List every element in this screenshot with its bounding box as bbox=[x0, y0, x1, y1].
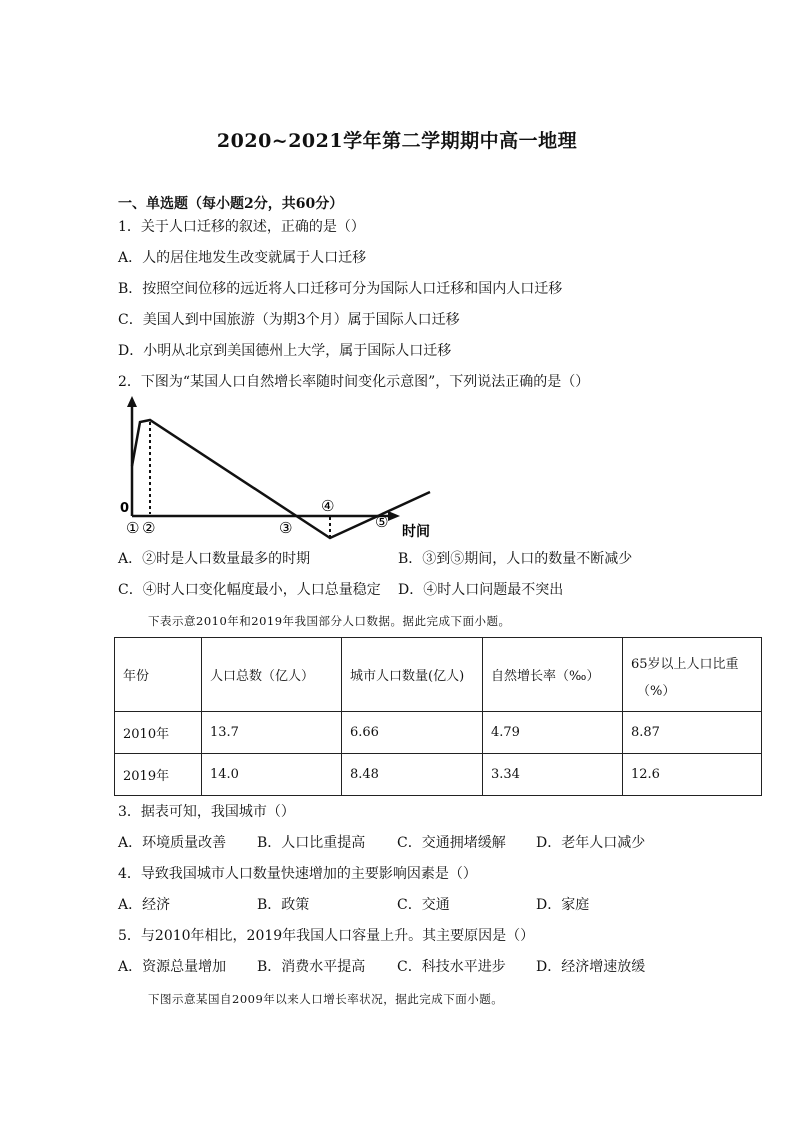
header-elderly-share-line2: （%） bbox=[637, 683, 676, 699]
question-5-option-c: C．科技水平进步 bbox=[397, 959, 506, 975]
population-data-table bbox=[114, 637, 762, 796]
question-5-option-a: A．资源总量增加 bbox=[118, 959, 227, 975]
header-total-population: 人口总数（亿人） bbox=[202, 638, 342, 712]
question-2-stem: 2．下图为“某国人口自然增长率随时间变化示意图”，下列说法正确的是（） bbox=[118, 374, 590, 390]
marker-5: ⑤ bbox=[375, 513, 389, 531]
header-elderly-share bbox=[623, 638, 762, 712]
question-4-option-a: A．经济 bbox=[118, 897, 171, 913]
table-cell: 8.87 bbox=[623, 712, 762, 754]
section-heading: 一、单选题（每小题2分，共60分） bbox=[118, 196, 344, 212]
question-4-option-d: D．家庭 bbox=[536, 897, 590, 913]
question-2-option-b: B．③到⑤期间，人口的数量不断减少 bbox=[398, 551, 633, 567]
question-1-stem: 1．关于人口迁移的叙述，正确的是（） bbox=[118, 219, 365, 235]
question-1-option-a: A．人的居住地发生改变就属于人口迁移 bbox=[118, 250, 367, 266]
table-cell: 8.48 bbox=[342, 754, 483, 796]
marker-2: ② bbox=[142, 519, 156, 537]
question-5-option-b: B．消费水平提高 bbox=[257, 959, 366, 975]
table-cell: 13.7 bbox=[202, 712, 342, 754]
table-cell: 14.0 bbox=[202, 754, 342, 796]
table-cell: 4.79 bbox=[483, 712, 623, 754]
header-growth-rate: 自然增长率（‰） bbox=[483, 638, 623, 712]
marker-3: ③ bbox=[279, 519, 293, 537]
table-header-row bbox=[115, 638, 762, 712]
growth-rate-figure bbox=[118, 394, 448, 544]
question-3-option-b: B．人口比重提高 bbox=[257, 835, 366, 851]
question-1-option-d: D．小明从北京到美国德州上大学，属于国际人口迁移 bbox=[118, 343, 452, 359]
question-3-option-a: A．环境质量改善 bbox=[118, 835, 227, 851]
header-urban-population: 城市人口数量(亿人) bbox=[342, 638, 483, 712]
question-5-stem: 5．与2010年相比，2019年我国人口容量上升。其主要原因是（） bbox=[118, 928, 535, 944]
zero-label: 0 bbox=[120, 501, 130, 516]
table-row bbox=[115, 754, 762, 796]
question-3-option-d: D．老年人口减少 bbox=[536, 835, 646, 851]
marker-1: ① bbox=[126, 519, 140, 537]
table-row bbox=[115, 712, 762, 754]
question-4-stem: 4．导致我国城市人口数量快速增加的主要影响因素是（） bbox=[118, 866, 477, 882]
table-cell: 2019年 bbox=[115, 754, 202, 796]
question-3-stem: 3．据表可知，我国城市（） bbox=[118, 804, 295, 820]
table-cell: 6.66 bbox=[342, 712, 483, 754]
question-4-option-b: B．政策 bbox=[257, 897, 310, 913]
question-1-option-c: C．美国人到中国旅游（为期3个月）属于国际人口迁移 bbox=[118, 312, 460, 328]
table-cell: 12.6 bbox=[623, 754, 762, 796]
x-axis-arrow bbox=[388, 511, 400, 521]
question-2-option-c: C．④时人口变化幅度最小，人口总量稳定 bbox=[118, 582, 381, 598]
marker-4: ④ bbox=[321, 497, 335, 515]
header-year: 年份 bbox=[115, 638, 202, 712]
table-cell: 3.34 bbox=[483, 754, 623, 796]
question-2-option-a: A．②时是人口数量最多的时期 bbox=[118, 551, 311, 567]
question-4-option-c: C．交通 bbox=[397, 897, 450, 913]
table-cell: 2010年 bbox=[115, 712, 202, 754]
axis-label-time: 时间 bbox=[402, 524, 430, 540]
header-elderly-share-line1: 65岁以上人口比重 bbox=[631, 656, 739, 672]
question-2-option-d: D．④时人口问题最不突出 bbox=[398, 582, 564, 598]
question-3-option-c: C．交通拥堵缓解 bbox=[397, 835, 506, 851]
bottom-note: 下图示意某国自2009年以来人口增长率状况，据此完成下面小题。 bbox=[148, 992, 504, 1006]
page-title: 2020~2021学年第二学期期中高一地理 bbox=[216, 130, 578, 152]
question-1-option-b: B．按照空间位移的远近将人口迁移可分为国际人口迁移和国内人口迁移 bbox=[118, 281, 563, 297]
table-intro: 下表示意2010年和2019年我国部分人口数据。据此完成下面小题。 bbox=[148, 614, 511, 628]
question-5-option-d: D．经济增速放缓 bbox=[536, 959, 646, 975]
y-axis-arrow bbox=[127, 396, 137, 407]
